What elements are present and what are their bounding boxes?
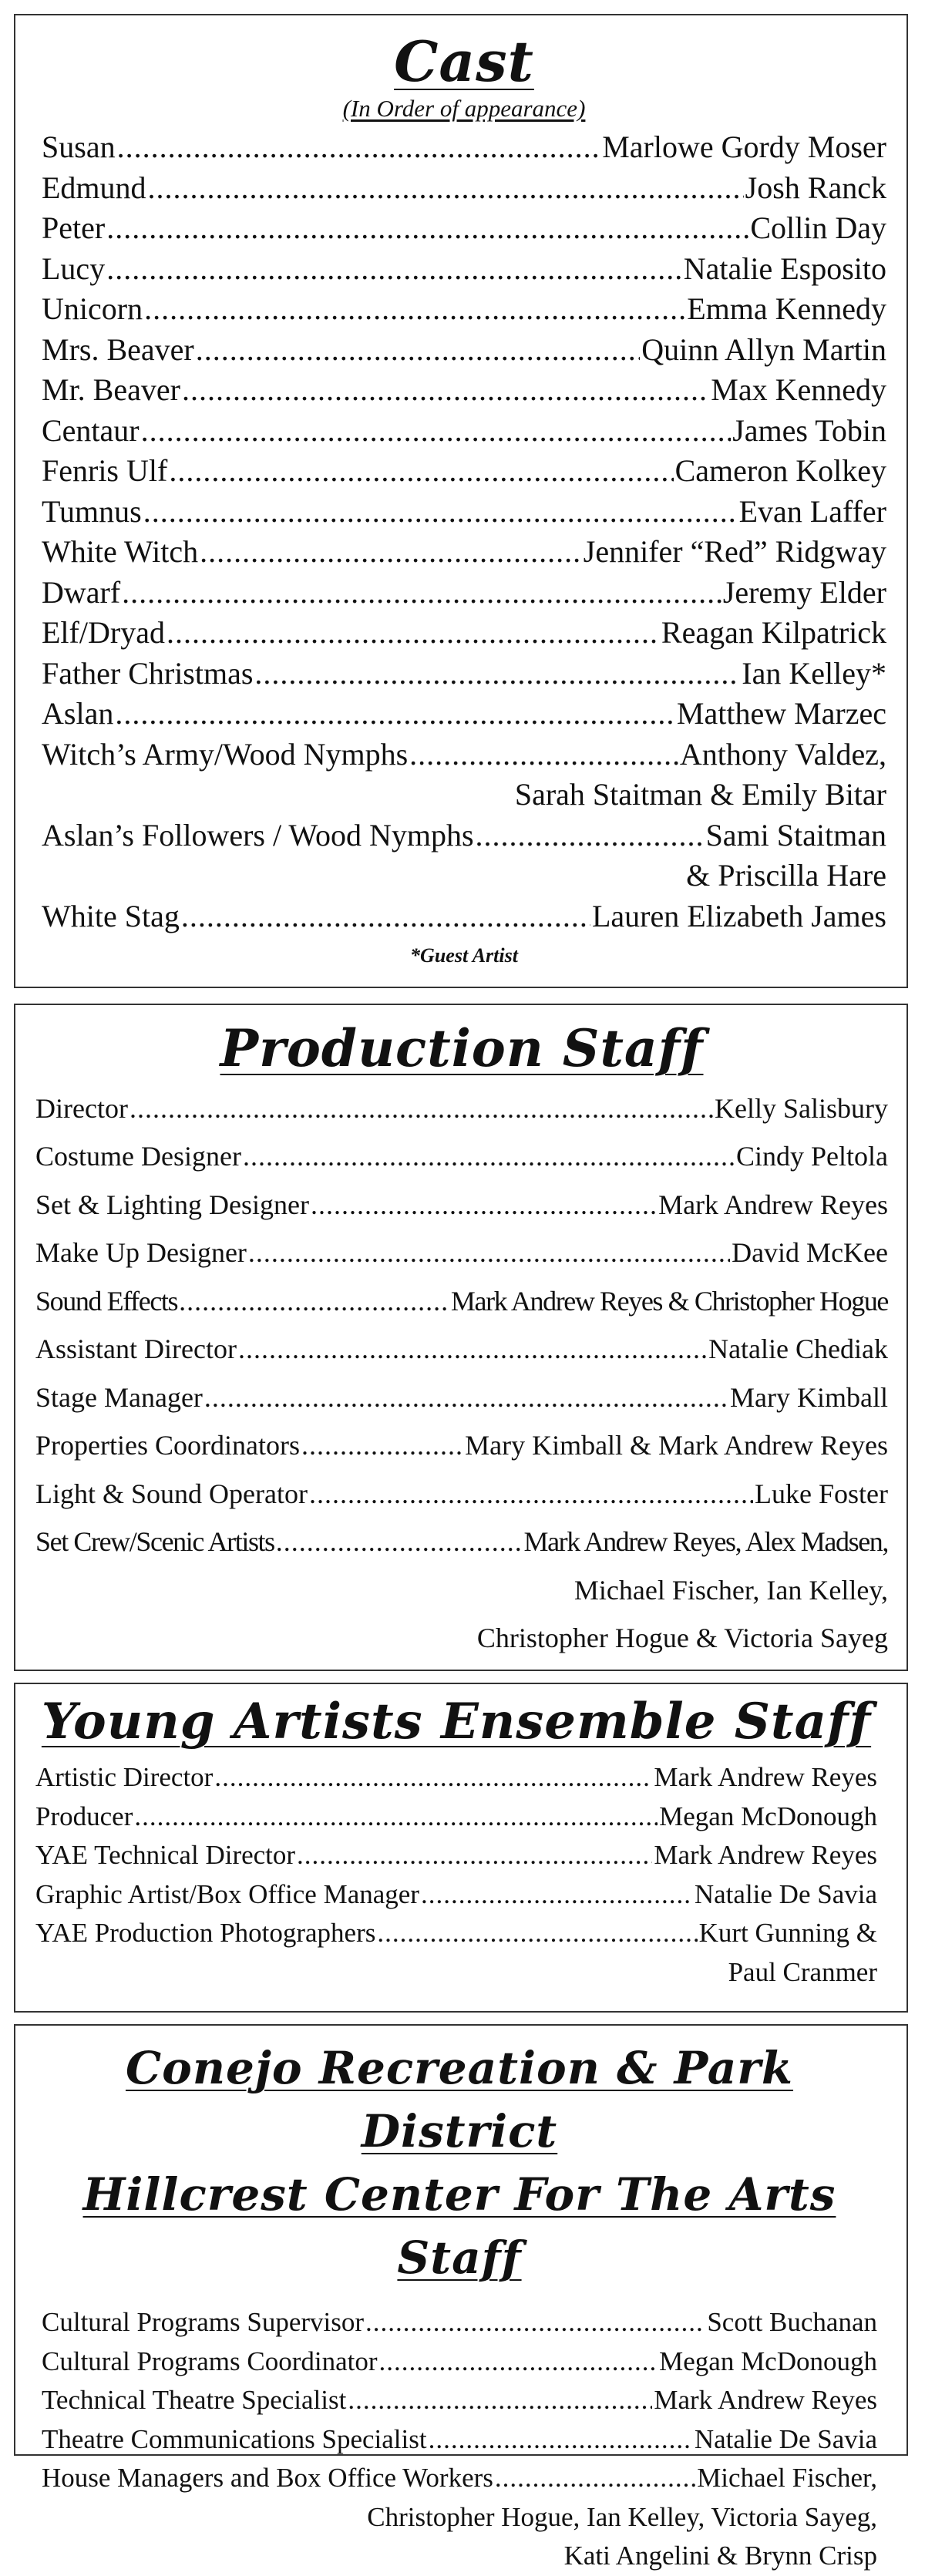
credit-name: Natalie De Savia: [694, 2423, 877, 2454]
credit-role: YAE Production Photographers: [35, 1918, 376, 1949]
credit-continuation: Michael Fischer, Ian Kelley,: [574, 1574, 888, 1606]
credit-row: [35, 1875, 877, 1915]
credit-continuation: Kati Angelini & Brynn Crisp: [563, 2541, 877, 2571]
dot-leader: [141, 411, 732, 452]
dot-leader: [117, 127, 601, 168]
conejo-staff-list: [42, 2303, 877, 2576]
conejo-title-line2: Hillcrest Center For The Arts Staff: [82, 2168, 836, 2284]
credit-name: Mark Andrew Reyes: [654, 2385, 877, 2415]
dot-leader: [429, 2420, 693, 2460]
credit-name: Matthew Marzec: [676, 696, 886, 731]
production-staff-title: Production Staff: [220, 1018, 704, 1078]
credit-row: [35, 1518, 888, 1566]
credit-role: House Managers and Box Office Workers: [42, 2463, 493, 2493]
credit-name: Lauren Elizabeth James: [591, 898, 886, 933]
credit-role: Assistant Director: [35, 1333, 237, 1365]
credit-role: Edmund: [42, 170, 146, 205]
credit-row: [42, 2342, 877, 2382]
dot-leader: [365, 2303, 705, 2342]
credit-name: Cameron Kolkey: [674, 453, 886, 489]
credit-row: [35, 1181, 888, 1229]
credit-row: [42, 2459, 877, 2498]
credit-row: [35, 1421, 888, 1470]
yae-staff-title: Young Artists Ensemble Staff: [41, 1693, 872, 1750]
credit-row: [42, 613, 886, 654]
credit-continuation: & Priscilla Hare: [686, 858, 886, 893]
credit-role: Susan: [42, 129, 116, 165]
dot-leader: [144, 289, 685, 330]
dot-leader: [476, 816, 705, 856]
credit-role: Costume Designer: [35, 1141, 241, 1172]
credit-row: [42, 411, 886, 452]
dot-leader: [122, 573, 722, 614]
credit-row: [42, 492, 886, 533]
credit-name: Josh Ranck: [745, 170, 886, 205]
dot-leader: [379, 2342, 658, 2382]
credit-row: [42, 654, 886, 694]
credit-row: [35, 1836, 877, 1875]
credit-role: Stage Manager: [35, 1381, 203, 1413]
credit-role: Father Christmas: [42, 655, 254, 691]
credit-row: [35, 1325, 888, 1374]
dot-leader: [276, 1518, 523, 1566]
credit-role: Witch’s Army/Wood Nymphs: [42, 736, 409, 772]
credit-row: [42, 208, 886, 249]
credit-name: David McKee: [732, 1237, 888, 1269]
conejo-title-line1: Conejo Recreation & Park District: [125, 2042, 794, 2157]
credit-row: [42, 816, 886, 856]
credit-name: Kelly Salisbury: [715, 1092, 888, 1124]
credit-name: Mark Andrew Reyes: [658, 1189, 888, 1220]
credit-role: Peter: [42, 210, 106, 246]
credit-row: [35, 1470, 888, 1518]
credit-name: Megan McDonough: [659, 1801, 877, 1831]
credit-row: [42, 532, 886, 573]
credit-name: Megan McDonough: [659, 2346, 877, 2376]
credit-role: Producer: [35, 1801, 133, 1831]
credit-name: Scott Buchanan: [707, 2307, 877, 2337]
credit-row: [42, 735, 886, 775]
credit-row: [35, 1797, 877, 1837]
dot-leader: [196, 330, 641, 371]
credit-name: Natalie Esposito: [683, 251, 886, 286]
dot-leader: [495, 2459, 695, 2498]
credit-name: Evan Laffer: [738, 493, 886, 529]
credit-role: Set & Lighting Designer: [35, 1189, 309, 1220]
dot-leader: [182, 370, 709, 411]
dot-leader: [248, 1229, 730, 1277]
credit-role: Fenris Ulf: [42, 453, 168, 489]
dot-leader: [301, 1421, 463, 1470]
production-staff-panel: [14, 1004, 908, 1671]
dot-leader: [169, 451, 673, 492]
credit-row: [42, 330, 886, 371]
credit-name: Quinn Allyn Martin: [641, 331, 886, 367]
dot-leader: [115, 694, 675, 735]
dot-leader: [254, 654, 740, 694]
credit-role: Unicorn: [42, 291, 143, 327]
credit-row: [42, 2303, 877, 2342]
credit-role: Cultural Programs Supervisor: [42, 2307, 365, 2337]
dot-leader: [311, 1181, 657, 1229]
credit-name: Mark Andrew Reyes, Alex Madsen,: [523, 1526, 888, 1558]
credit-name: Kurt Gunning &: [698, 1918, 877, 1949]
credit-continuation: Sarah Staitman & Emily Bitar: [514, 777, 886, 812]
dot-leader: [181, 896, 590, 937]
cast-title: Cast: [394, 29, 534, 94]
credit-role: White Witch: [42, 534, 199, 570]
credit-row: [35, 1132, 888, 1181]
credit-role: Light & Sound Operator: [35, 1478, 308, 1509]
credit-name: Mark Andrew Reyes & Christopher Hogue: [450, 1285, 888, 1317]
dot-leader: [130, 1085, 713, 1133]
credit-role: Mrs. Beaver: [42, 331, 194, 367]
guest-artist-note: *Guest Artist: [410, 944, 518, 967]
credit-row: [35, 1374, 888, 1422]
dot-leader: [409, 735, 678, 775]
credit-name: Natalie De Savia: [694, 1878, 877, 1909]
dot-leader: [143, 492, 738, 533]
dot-leader: [166, 613, 660, 654]
credit-role: Cultural Programs Coordinator: [42, 2346, 378, 2376]
credit-name: Natalie Chediak: [708, 1333, 888, 1365]
credit-name: Ian Kelley*: [742, 655, 886, 691]
credit-row: [42, 896, 886, 937]
credit-name: Michael Fischer,: [697, 2463, 877, 2493]
dot-leader: [204, 1374, 728, 1422]
credit-name: Jennifer “Red” Ridgway: [583, 534, 886, 570]
credit-row: [35, 1085, 888, 1133]
credit-name: Mary Kimball & Mark Andrew Reyes: [465, 1430, 888, 1461]
credit-row: [42, 289, 886, 330]
credit-name: Mary Kimball: [730, 1381, 888, 1413]
credit-role: Mr. Beaver: [42, 372, 180, 408]
credit-role: Theatre Communications Specialist: [42, 2423, 427, 2454]
cast-list: [42, 127, 886, 937]
production-staff-list: [35, 1085, 888, 1663]
credit-name: Anthony Valdez,: [679, 736, 886, 772]
dot-leader: [106, 249, 682, 290]
credit-row: [42, 451, 886, 492]
credit-name: Jeremy Elder: [722, 574, 886, 610]
credit-role: Artistic Director: [35, 1762, 214, 1793]
dot-leader: [148, 168, 744, 209]
credit-name: Collin Day: [750, 210, 886, 246]
dot-leader: [214, 1758, 652, 1797]
credit-row: [42, 2420, 877, 2460]
dot-leader: [377, 1914, 697, 1953]
credit-name: Sami Staitman: [705, 817, 886, 853]
cast-subtitle: (In Order of appearance): [342, 95, 586, 123]
credit-row: [35, 1229, 888, 1277]
credit-role: Graphic Artist/Box Office Manager: [35, 1878, 419, 1909]
credit-name: Mark Andrew Reyes: [654, 1840, 877, 1871]
credit-role: White Stag: [42, 898, 180, 933]
credit-row: [42, 2381, 877, 2420]
credit-name: Marlowe Gordy Moser: [602, 129, 886, 165]
credit-row: [35, 1914, 877, 1953]
credit-name: Reagan Kilpatrick: [661, 615, 886, 651]
credit-role: Aslan’s Followers / Wood Nymphs: [42, 817, 474, 853]
credit-role: Lucy: [42, 251, 106, 286]
dot-leader: [348, 2381, 652, 2420]
conejo-staff-panel: [14, 2024, 908, 2571]
credit-row: [42, 168, 886, 209]
credit-name: Cindy Peltola: [736, 1141, 888, 1172]
dot-leader: [106, 208, 748, 249]
credit-role: Dwarf: [42, 574, 121, 610]
dot-leader: [309, 1470, 753, 1518]
dot-leader: [297, 1836, 652, 1875]
credit-name: Luke Foster: [755, 1478, 888, 1509]
credit-row: [42, 127, 886, 168]
credit-role: Properties Coordinators: [35, 1430, 300, 1461]
credit-continuation: Christopher Hogue & Victoria Sayeg: [476, 1623, 888, 1654]
credit-role: Elf/Dryad: [42, 615, 165, 651]
credit-row: [35, 1758, 877, 1797]
credit-role: Centaur: [42, 412, 140, 448]
credit-name: Max Kennedy: [711, 372, 886, 408]
credit-continuation: Paul Cranmer: [728, 1956, 877, 1987]
credit-role: Make Up Designer: [35, 1237, 247, 1269]
credit-role: Sound Effects: [35, 1285, 178, 1317]
credit-role: Tumnus: [42, 493, 142, 529]
credit-row: [42, 573, 886, 614]
credit-role: Aslan: [42, 696, 114, 731]
credit-continuation: Christopher Hogue, Ian Kelley, Victoria Sayeg,: [367, 2501, 877, 2532]
credit-row: [42, 249, 886, 290]
credit-row: [35, 1277, 888, 1326]
dot-leader: [200, 532, 582, 573]
cast-panel: [14, 14, 908, 988]
dot-leader: [238, 1325, 707, 1374]
credit-role: YAE Technical Director: [35, 1840, 296, 1871]
credit-role: Director: [35, 1092, 128, 1124]
credit-name: Emma Kennedy: [687, 291, 886, 327]
dot-leader: [421, 1875, 693, 1915]
yae-staff-panel: [14, 1683, 908, 2013]
dot-leader: [179, 1277, 449, 1326]
dot-leader: [243, 1132, 735, 1181]
dot-leader: [134, 1797, 658, 1837]
credit-name: Mark Andrew Reyes: [654, 1762, 877, 1793]
credit-role: Set Crew/Scenic Artists: [35, 1526, 274, 1558]
credit-row: [42, 694, 886, 735]
credit-row: [42, 370, 886, 411]
credit-role: Technical Theatre Specialist: [42, 2385, 347, 2415]
credit-name: James Tobin: [732, 412, 886, 448]
yae-staff-list: [35, 1758, 877, 1992]
